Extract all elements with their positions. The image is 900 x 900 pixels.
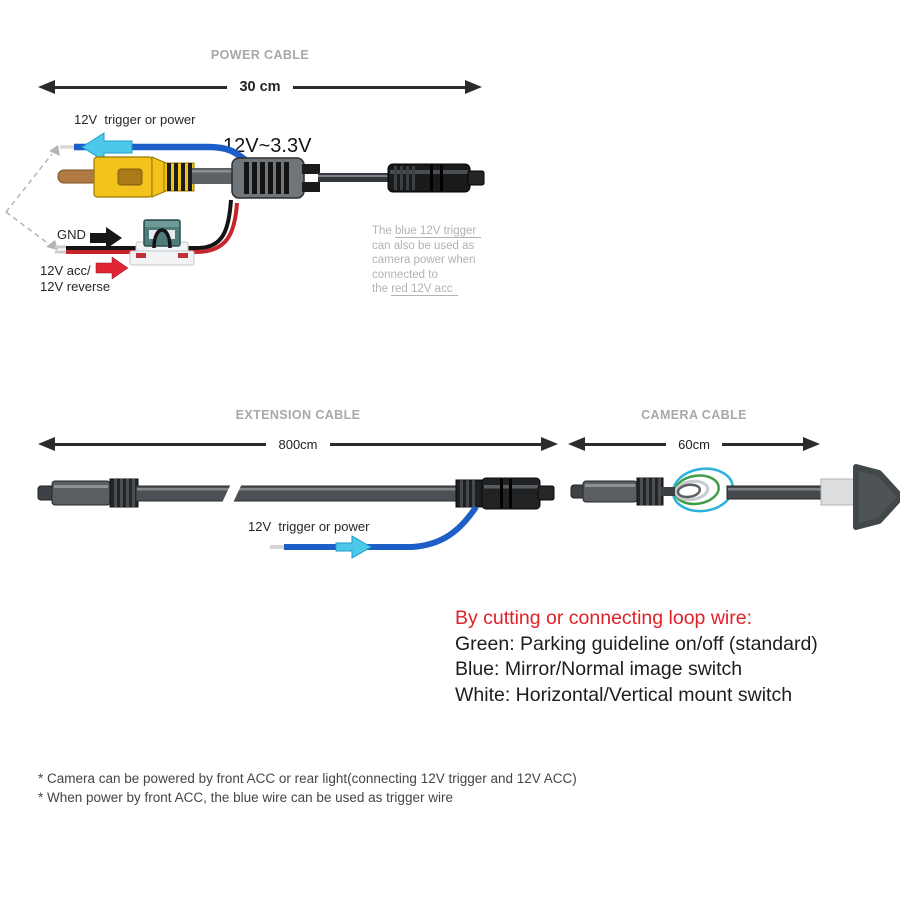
extension-dimension-arrow: [38, 435, 558, 453]
extension-dimension-label: 800cm: [278, 436, 318, 452]
acc-right-arrow-icon: [96, 257, 128, 279]
power-cable-title: POWER CABLE: [210, 48, 310, 62]
left-arrowhead-icon: [568, 437, 585, 451]
barrel-plug-connector: [388, 164, 484, 192]
note-line: camera power when: [372, 254, 476, 266]
extension-left-connector: [38, 479, 138, 507]
dimension-line: [55, 86, 227, 89]
acc-label-line2: 12V reverse: [40, 279, 111, 294]
voltage-label: 12V~3.3V: [223, 135, 312, 157]
dimension-line: [722, 443, 803, 446]
loop-info-blue: Blue: Mirror/Normal image switch: [455, 658, 743, 680]
extension-trigger-label: 12V trigger or power: [248, 519, 370, 534]
rca-connector: [58, 157, 194, 197]
note-line: the red 12V acc: [372, 282, 506, 297]
camera-cable-run: [727, 486, 825, 499]
loop-info-heading: By cutting or connecting loop wire:: [455, 607, 752, 629]
camera-dimension-label: 60cm: [678, 436, 710, 452]
fuse-holder: [130, 220, 194, 265]
trigger-wire-label: 12V trigger or power: [74, 112, 196, 127]
power-note: [372, 224, 506, 297]
dimension-line: [55, 443, 266, 446]
right-arrowhead-icon: [803, 437, 820, 451]
power-dimension-arrow: [38, 78, 482, 96]
extension-right-connector: [456, 478, 554, 509]
wire-bare-tip: [55, 246, 66, 249]
blue-trigger-wire: [364, 507, 476, 547]
camera-cable-illustration: [565, 450, 900, 560]
dashed-arrowhead-up-icon: [49, 145, 60, 156]
note-line: The blue 12V trigger: [372, 224, 506, 239]
dimension-line: [330, 443, 541, 446]
cable-highlight: [137, 488, 465, 491]
wire-bare-tip: [55, 251, 66, 254]
cable-segment: [318, 173, 392, 182]
left-arrowhead-icon: [38, 80, 55, 94]
cable-segment: [661, 487, 675, 496]
gnd-right-arrow-icon: [90, 227, 122, 249]
footnote-line-2: * When power by front ACC, the blue wire can be used as trigger wire: [38, 790, 453, 805]
dashed-pointer-lines: [6, 154, 52, 245]
note-line: connected to: [372, 268, 438, 281]
loop-info-green: Green: Parking guideline on/off (standard): [455, 632, 818, 655]
gnd-label: GND: [57, 227, 86, 242]
camera-cable-title: CAMERA CABLE: [641, 408, 747, 422]
dimension-line: [585, 443, 666, 446]
power-dimension-label: 30 cm: [239, 79, 281, 95]
cyan-right-arrow-icon: [336, 536, 371, 558]
cable-highlight: [318, 175, 392, 177]
acc-label-line1: 12V acc/: [40, 263, 91, 278]
footnotes: [38, 769, 678, 807]
right-arrowhead-icon: [541, 437, 558, 451]
dimension-line: [293, 86, 465, 89]
extension-cable-title: EXTENSION CABLE: [235, 408, 361, 422]
camera-cable-connector: [571, 478, 663, 505]
loop-wires: [670, 465, 735, 515]
camera-sleeve: [821, 479, 857, 505]
camera-body: [856, 467, 900, 527]
left-arrowhead-icon: [38, 437, 55, 451]
note-line: can also be used as: [372, 239, 475, 252]
right-arrowhead-icon: [465, 80, 482, 94]
loop-info-white: White: Horizontal/Vertical mount switch: [455, 683, 793, 706]
voltage-converter-connector: [232, 158, 320, 198]
loop-wire-info: [455, 606, 885, 708]
cable-highlight: [728, 488, 824, 491]
footnote-line-1: * Camera can be powered by front ACC or rear light(connecting 12V trigger and 12V ACC): [38, 771, 577, 786]
